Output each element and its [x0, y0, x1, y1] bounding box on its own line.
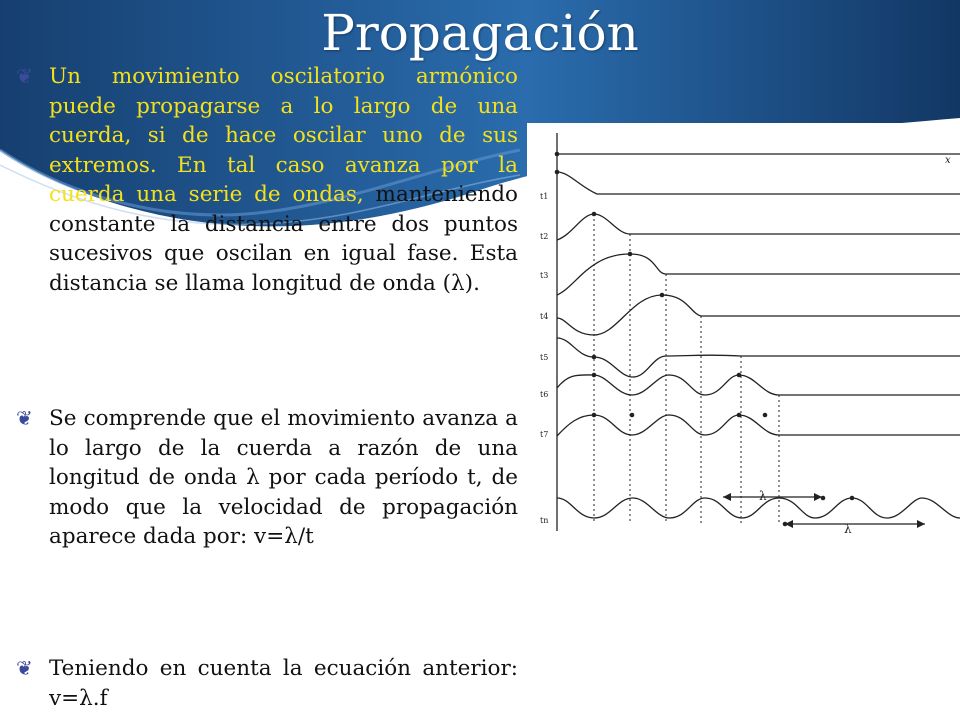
row-label: t1 [540, 192, 549, 201]
lambda-label: λ [844, 522, 852, 536]
leaf-bullet-icon: ❦ [16, 64, 33, 88]
wave-propagation-figure [527, 123, 960, 585]
leaf-bullet-icon: ❦ [16, 406, 33, 430]
row-label: t2 [540, 232, 549, 241]
leaf-bullet-icon: ❦ [16, 656, 33, 680]
lambda-label: λ [759, 489, 767, 503]
bullet-text: manteniendo constante la distancia entre dos puntos sucesivos que oscilan en igual fase. Esta distancia se llama longitud de onda (λ). [49, 182, 518, 296]
bullet-text: Teniendo en cuenta la ecuación anterior: v=λ.f [49, 656, 518, 711]
row-label: t5 [540, 353, 549, 362]
bullet-item [16, 654, 518, 713]
row-label: t7 [540, 430, 549, 439]
bullet-item [16, 62, 518, 374]
bullet-highlight-text: Un movimiento oscilatorio armónico puede propagarse a lo largo de una cuerda, si de hace oscilar uno de sus extremos. En tal caso avanza por la cuerda una serie de ondas, [49, 64, 518, 207]
bullet-text: Se comprende que el movimiento avanza a lo largo de la cuerda a razón de una longitud de onda λ por cada período t, de modo que la velocidad de propagación aparece dada por: v=λ/t [49, 406, 518, 549]
row-label: tn [540, 516, 549, 525]
row-label: t6 [540, 390, 549, 399]
bullet-list [16, 62, 518, 713]
wave-diagram [527, 123, 960, 585]
bullet-item [16, 404, 518, 640]
slide-title: Propagación [321, 4, 639, 62]
axis-label-x: x [945, 155, 951, 166]
row-label: t4 [540, 312, 549, 321]
row-label: t3 [540, 271, 549, 280]
